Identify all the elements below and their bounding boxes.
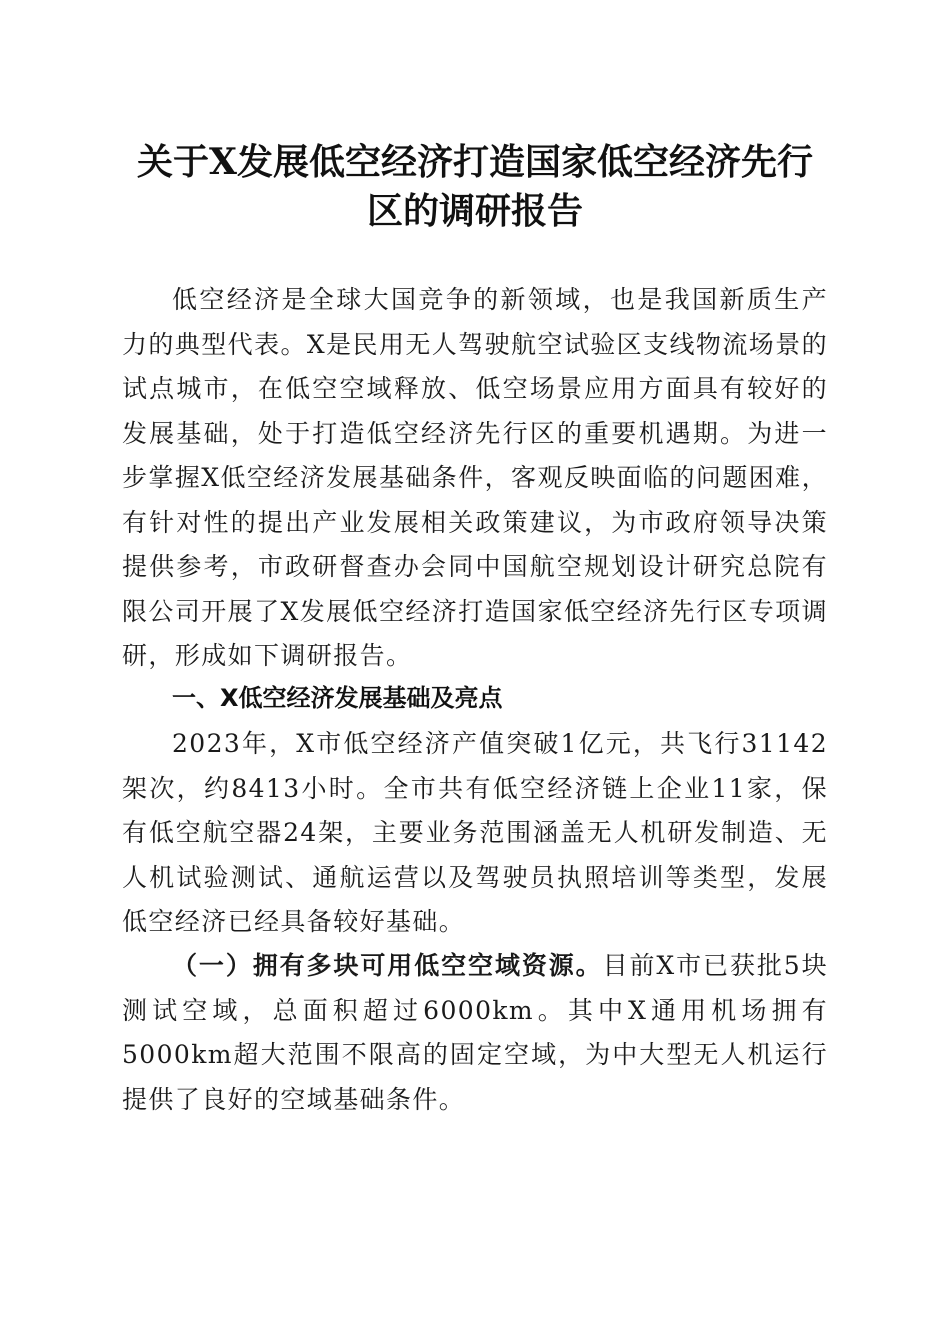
intro-paragraph: 低空经济是全球大国竞争的新领域，也是我国新质生产力的典型代表。X是民用无人驾驶航空试验区支线物流场景的试点城市，在低空空域释放、低空场景应用方面具有较好的发展基础，处于打造低空经济先行区的重要机遇期。为进一步掌握X低空经济发展基础条件，客观反映面临的问题困难，有针对性的提出产业发展相关政策建议，为市政府领导决策提供参考，市政研督查办会同中国航空规划设计研究总院有限公司开展了X发展低空经济打造国家低空经济先行区专项调研，形成如下调研报告。 [122, 285, 828, 670]
title-line-2: 区的调研报告 [366, 190, 583, 232]
subsection-1-text: 目前X市已获批5块测试空域，总面积超过6000km。其中X通用机场拥有5000km超大范围不限高的固定空域，为中大型无人机运行提供了良好的空域基础条件。 [122, 951, 828, 1114]
title-line-1: 关于X发展低空经济打造国家低空经济先行 [137, 141, 813, 183]
subsection-1-lead: （一）拥有多块可用低空空域资源。 [172, 951, 603, 980]
section-heading-1: 一、X低空经济发展基础及亮点 [172, 684, 503, 712]
section-1-paragraph: 2023年，X市低空经济产值突破1亿元，共飞行31142架次，约8413小时。全市共有低空经济链上企业11家，保有低空航空器24架，主要业务范围涵盖无人机研发制造、无人机试验测试、通航运营以及驾驶员执照培训等类型，发展低空经济已经具备较好基础。 [122, 729, 828, 936]
subsection-1-paragraph [122, 944, 828, 1122]
document-title [100, 138, 850, 236]
